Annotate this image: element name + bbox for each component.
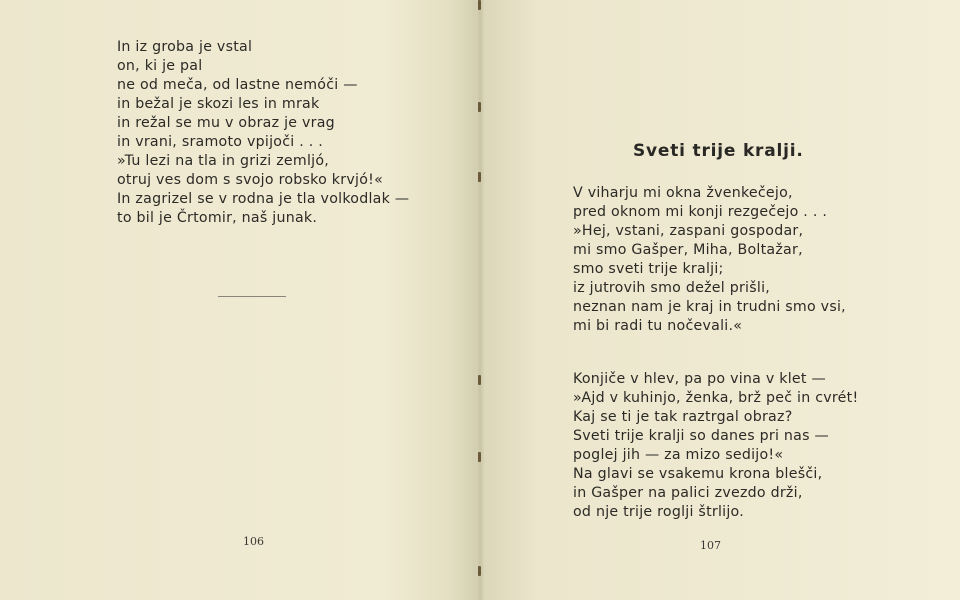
verse-line: in režal se mu v obraz je vrag — [117, 115, 335, 131]
binding-stitch — [478, 566, 481, 576]
poem-title: Sveti trije kralji. — [633, 141, 804, 161]
verse-line: Sveti trije kralji so danes pri nas — — [573, 428, 829, 444]
section-divider — [218, 296, 286, 297]
verse-line: in bežal je skozi les in mrak — [117, 96, 320, 112]
binding-stitch — [478, 452, 481, 462]
stanza-2 — [573, 370, 858, 522]
verse-line: neznan nam je kraj in trudni smo vsi, — [573, 299, 846, 315]
left-page — [0, 0, 478, 600]
page-number-left: 106 — [243, 535, 264, 548]
verse-line: In iz groba je vstal — [117, 39, 253, 55]
binding-stitch — [478, 0, 481, 10]
verse-line: »Ajd v kuhinjo, ženka, brž peč in cvrét! — [573, 390, 859, 406]
verse-line: otruj ves dom s svojo robsko krvjó!« — [117, 172, 383, 188]
left-verse — [117, 38, 409, 228]
verse-line: Na glavi se vsakemu krona blešči, — [573, 466, 823, 482]
verse-line: V viharju mi okna žvenkečejo, — [573, 185, 793, 201]
right-page — [482, 0, 960, 600]
binding-stitch — [478, 375, 481, 385]
verse-line: smo sveti trije kralji; — [573, 261, 724, 277]
verse-line: Konjiče v hlev, pa po vina v klet — — [573, 371, 826, 387]
verse-line: mi smo Gašper, Miha, Boltažar, — [573, 242, 803, 258]
binding-stitch — [478, 102, 481, 112]
verse-line: iz jutrovih smo dežel prišli, — [573, 280, 771, 296]
verse-line: pred oknom mi konji rezgečejo . . . — [573, 204, 828, 220]
verse-line: ne od meča, od lastne nemóči — — [117, 77, 358, 93]
verse-line: »Tu lezi na tla in grizi zemljó, — [117, 153, 330, 169]
verse-line: in vrani, sramoto vpijoči . . . — [117, 134, 324, 150]
verse-line: »Hej, vstani, zaspani gospodar, — [573, 223, 804, 239]
page-number-right: 107 — [700, 539, 721, 552]
verse-line: mi bi radi tu nočevali.« — [573, 318, 743, 334]
verse-line: od nje trije roglji štrlijo. — [573, 504, 744, 520]
verse-line: In zagrizel se v rodna je tla volkodlak — — [117, 191, 410, 207]
stanza-1 — [573, 184, 846, 336]
binding-stitch — [478, 172, 481, 182]
verse-line: poglej jih — za mizo sedijo!« — [573, 447, 784, 463]
verse-line: in Gašper na palici zvezdo drži, — [573, 485, 803, 501]
verse-line: to bil je Črtomir, naš junak. — [117, 210, 318, 226]
verse-line: on, ki je pal — [117, 58, 203, 74]
verse-line: Kaj se ti je tak raztrgal obraz? — [573, 409, 793, 425]
